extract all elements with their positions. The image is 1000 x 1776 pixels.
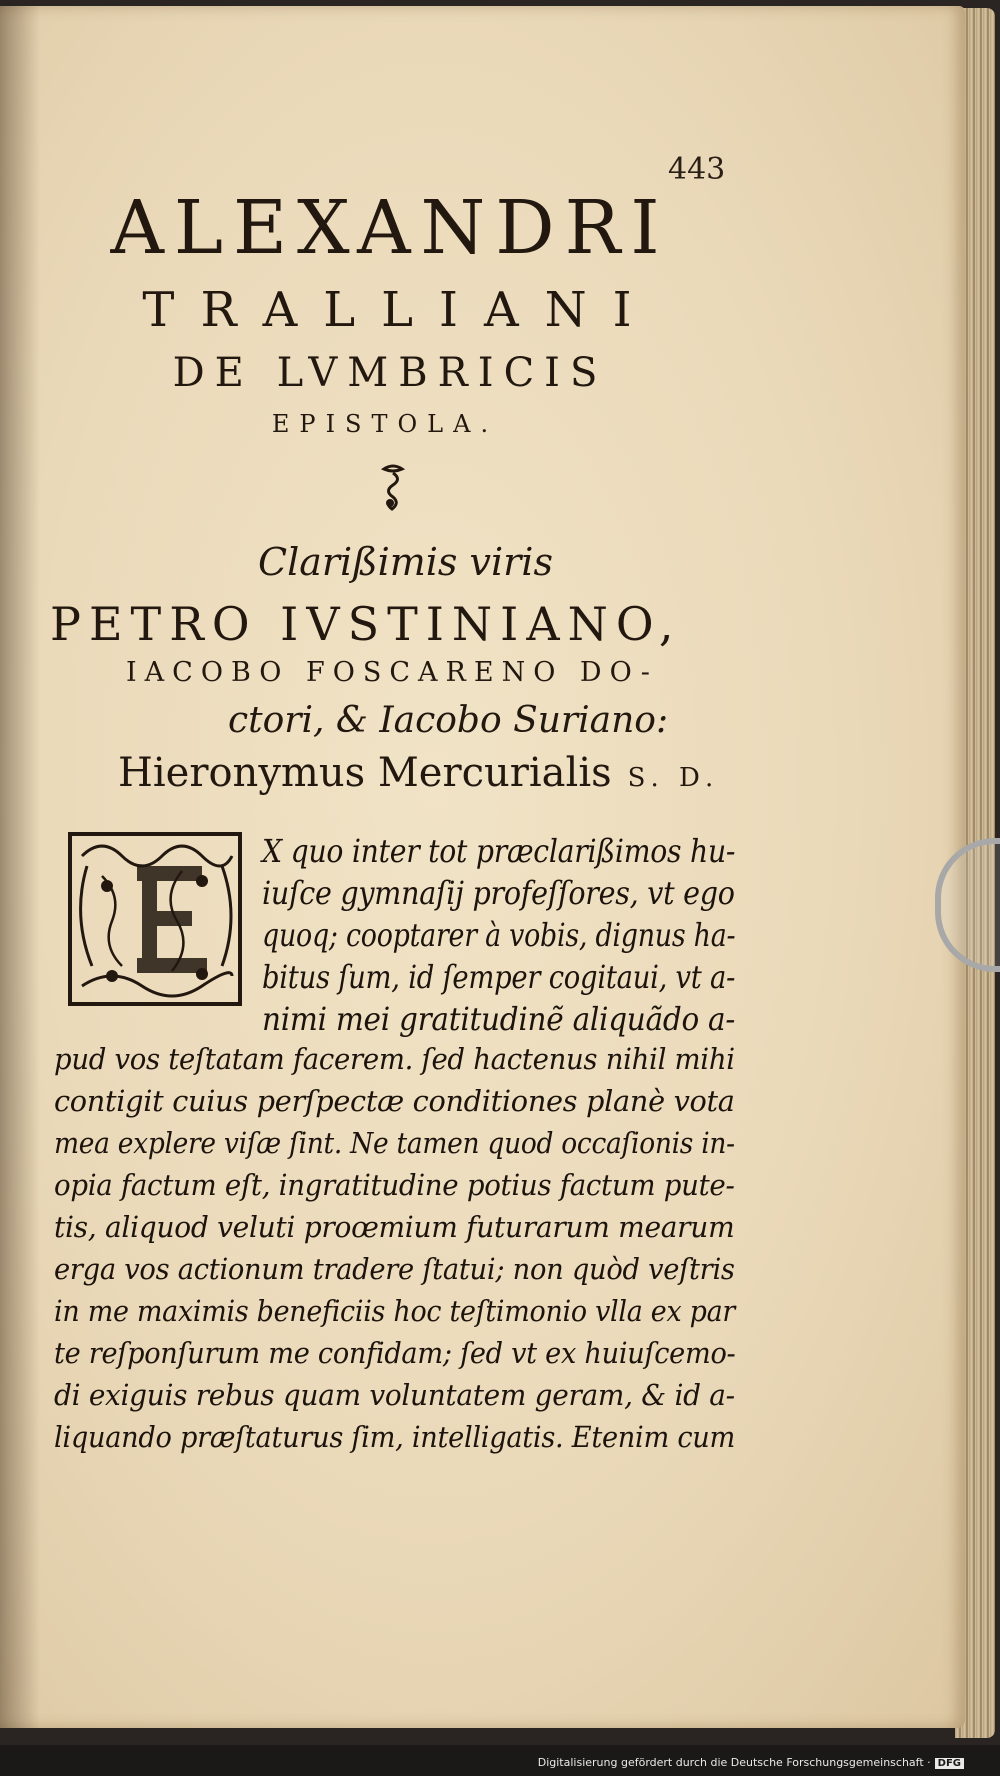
dedication-line-3: IACOBO FOSCARENO DO- [126,657,658,688]
footer-text: Digitalisierung gefördert durch die Deutsche Forschungsgemeinschaft · [537,1756,931,1769]
body-line: quoq; cooptarer à vobis, dignus ha- [262,916,736,954]
body-line: pud vos teſtatam facerem. ſed hactenus nihil mihi [54,1042,735,1076]
body-line: iuſce gymnaſij profeſſores, vt ego [262,874,735,912]
body-line: mea explere viſæ ſint. Ne tamen quod occaſionis in- [54,1126,735,1160]
body-line: liquando præſtaturus ſim, intelligatis. Etenim cum [54,1420,736,1454]
decorated-initial-e [62,826,248,1012]
title-line-1: ALEXANDRI [110,185,670,271]
title-line-3: DE LVMBRICIS [172,350,608,396]
fleuron-ornament [378,463,408,511]
dedication-line-4: ctori, & Iacobo Suriano: [228,700,669,741]
body-line: contigit cuius perſpectæ conditiones planè vota [54,1084,735,1118]
digitization-credit [538,1756,964,1769]
body-line: X quo inter tot præclarißimos hu- [262,832,736,870]
page-number: 443 [668,152,726,187]
body-line: di exiguis rebus quam voluntatem geram, & id a- [54,1378,735,1412]
title-line-2: TRALLIANI [142,282,658,338]
body-line: in me maximis beneficiis hoc teſtimonio vlla ex par [54,1294,736,1328]
dedication-author: Hieronymus Mercurialis [118,750,612,796]
dedication-line-1: Clarißimis viris [258,540,553,584]
title-line-4: EPISTOLA. [271,410,499,438]
body-line: opia factum eſt, ingratitudine potius factum pute- [54,1168,735,1202]
dedication-salutation: S. D. [627,763,720,793]
dedication-author-line [118,750,719,796]
spine-shadow [0,6,40,1728]
dfg-logo: DFG [935,1758,964,1769]
body-line: te reſponſurum me confidam; ſed vt ex huiuſcemo- [54,1336,736,1370]
dedication-line-2: PETRO IVSTINIANO, [50,597,682,651]
body-line: tis, aliquod veluti proœmium futurarum mearum [54,1210,735,1244]
body-line: erga vos actionum tradere ſtatui; non quòd veſtris [54,1252,735,1286]
body-line: nimi mei gratitudinẽ aliquãdo a- [262,1000,736,1038]
body-line: bitus ſum, id ſemper cogitaui, vt a- [262,958,736,996]
